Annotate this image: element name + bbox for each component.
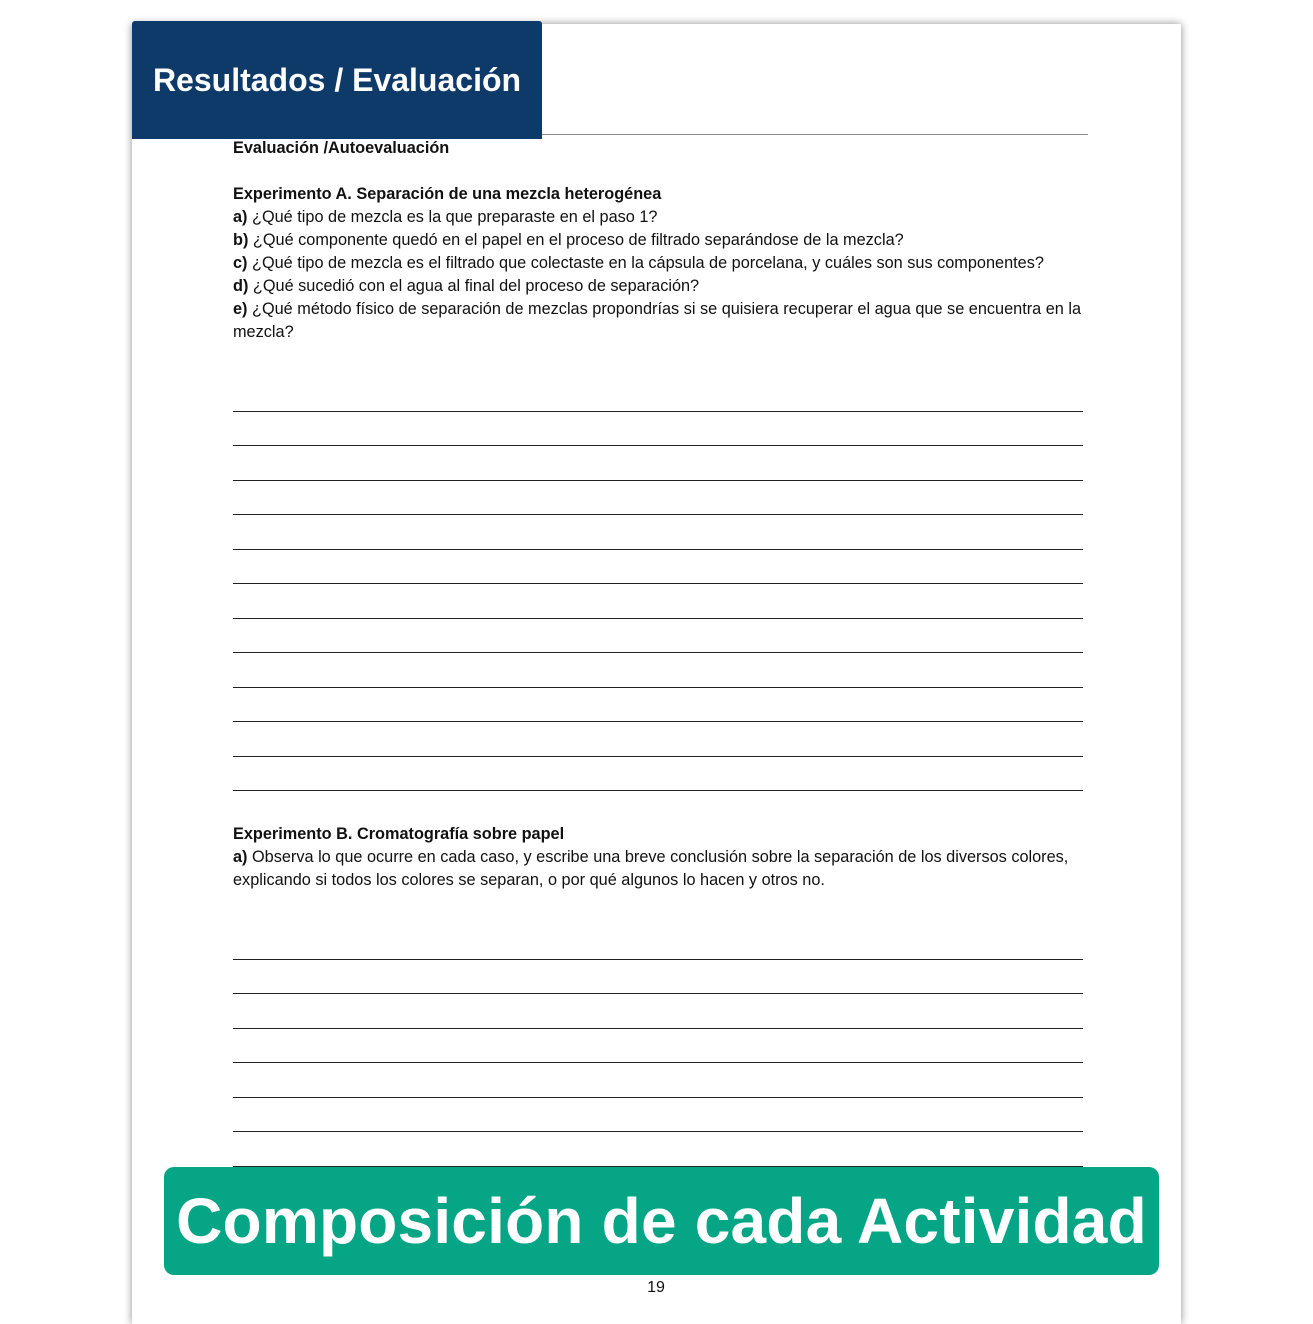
question-letter: b) [233,231,249,249]
spacer [233,160,1083,183]
question-text: ¿Qué sucedió con el agua al final del proceso de separación? [248,277,700,295]
answer-line[interactable] [233,1098,1083,1133]
page-number: 19 [647,1279,665,1296]
question-item [233,229,1083,252]
evaluation-subtitle: Evaluación /Autoevaluación [233,139,450,157]
question-text: ¿Qué tipo de mezcla es el filtrado que colectaste en la cápsula de porcelana, y cuáles son sus componentes? [247,254,1044,272]
answer-line[interactable] [233,1029,1083,1064]
question-letter: c) [233,254,248,272]
document-content [233,137,1083,1201]
answer-line[interactable] [233,584,1083,619]
activity-banner-text: Composición de cada Actividad [176,1185,1147,1257]
activity-banner [164,1167,1159,1275]
question-letter: a) [233,208,248,226]
answer-line[interactable] [233,994,1083,1029]
section-header-badge [132,21,542,139]
answer-line[interactable] [233,1132,1083,1167]
question-text: ¿Qué componente quedó en el papel en el proceso de filtrado separándose de la mezcla? [248,231,904,249]
question-text: ¿Qué método físico de separación de mezclas propondrías si se quisiera recuperar el agua que se encuentra en la mezcla? [233,300,1082,341]
answer-line[interactable] [233,481,1083,516]
question-item [233,275,1083,298]
section-b-answer-lines [233,925,1083,1201]
section-a-title: Experimento A. Separación de una mezcla heterogénea [233,185,662,203]
section-a-answer-lines [233,377,1083,791]
question-text: ¿Qué tipo de mezcla es la que preparaste en el paso 1? [247,208,658,226]
question-item [233,206,1083,229]
answer-line[interactable] [233,653,1083,688]
answer-line[interactable] [233,757,1083,792]
question-item [233,298,1083,344]
question-item [233,252,1083,275]
question-letter: d) [233,277,249,295]
section-a [233,183,1083,791]
answer-line[interactable] [233,412,1083,447]
question-letter: e) [233,300,248,318]
question-letter: a) [233,848,248,866]
question-item [233,846,1083,892]
section-header-title: Resultados / Evaluación [152,61,522,98]
answer-line[interactable] [233,960,1083,995]
answer-line[interactable] [233,515,1083,550]
answer-line[interactable] [233,688,1083,723]
answer-line[interactable] [233,550,1083,585]
section-b [233,823,1083,1201]
section-b-title: Experimento B. Cromatografía sobre papel [233,825,565,843]
question-text: Observa lo que ocurre en cada caso, y escribe una breve conclusión sobre la separación de los diversos colores, explicando si todos los colores se separan, o por qué algunos lo hacen y otros no. [233,848,1069,889]
answer-line[interactable] [233,446,1083,481]
answer-line[interactable] [233,619,1083,654]
section-a-questions [233,206,1083,344]
header-rule [542,134,1088,135]
section-b-questions [233,846,1083,892]
answer-line[interactable] [233,925,1083,960]
answer-line[interactable] [233,1063,1083,1098]
answer-line[interactable] [233,722,1083,757]
answer-line[interactable] [233,377,1083,412]
